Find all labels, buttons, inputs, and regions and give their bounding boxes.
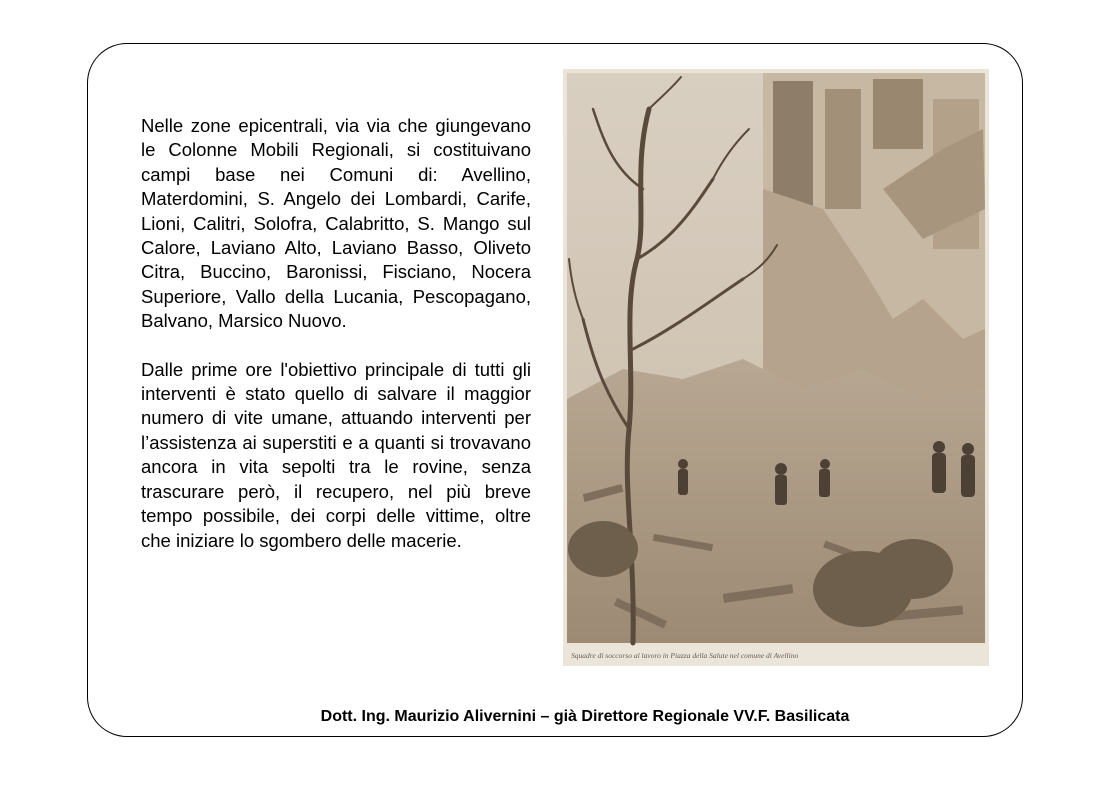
- footer-author: Dott. Ing. Maurizio Alivernini – già Direttore Regionale VV.F. Basilicata: [320, 708, 850, 725]
- ruined-building: [763, 73, 985, 399]
- paragraph-obiettivo: Dalle prime ore l'obiettivo principale di tutti gli interventi è stato quello di salvare il maggior numero di vite umane, attuando interventi per l’assistenza ai superstiti e a quanti si trovavano ancora in vita sepolti tra le rovine, senza trascurare però, il recupero, nel più breve tempo possibile, dei corpi delle vittime, oltre che iniziare lo sgombero delle macerie.: [141, 358, 531, 551]
- paragraph-campi-base: Nelle zone epicentrali, via via che giungevano le Colonne Mobili Regionali, si costituivano campi base nei Comuni di: Avellino, Materdomini, S. Angelo dei Lombardi, Carife, Lioni, Calitri, Solofra, Calabritto, S. Mango sul Calore, Laviano Alto, Laviano Basso, Oliveto Citra, Buccino, Baronissi, Fisciano, Nocera Superiore, Vallo della Lucania, Pescopagano, Balvano, Marsico Nuovo.: [141, 115, 531, 332]
- text-column: [141, 114, 531, 553]
- earthquake-rubble-photo: [563, 69, 989, 666]
- photo-caption: Squadre di soccorso al lavoro in Piazza della Salute nel comune di Avellino: [571, 651, 799, 660]
